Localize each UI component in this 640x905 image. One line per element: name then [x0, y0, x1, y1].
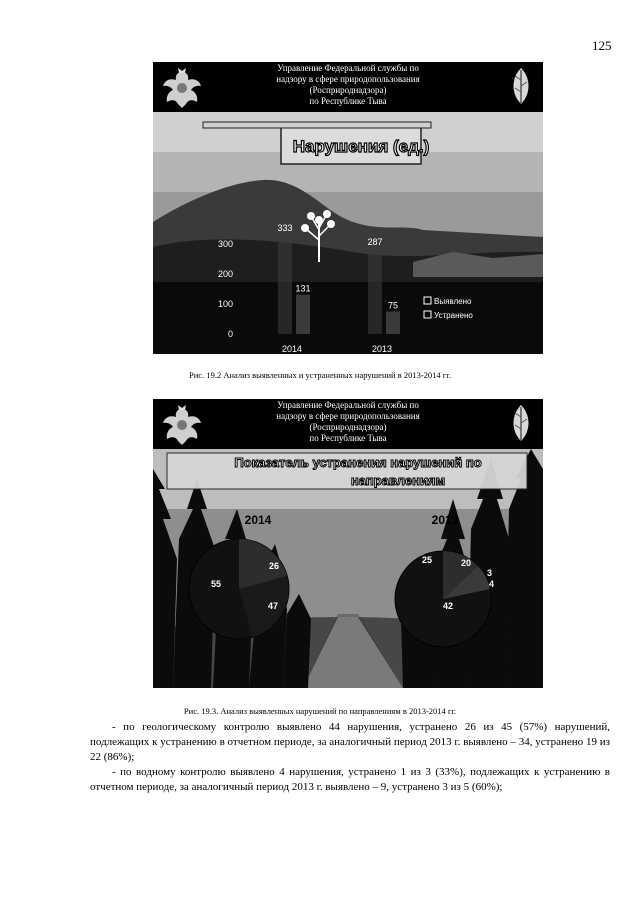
- header-line: (Росприроднадзора): [309, 422, 387, 432]
- bar: [368, 248, 382, 334]
- pie-value-label: 20: [461, 558, 472, 568]
- pie-year-2013: 2013: [431, 513, 459, 527]
- paragraph-water-control: - по водному контролю выявлено 4 нарушения, устранено 1 из 3 (33%), подлежащих к устранению в отчетном периоде, за аналогичный период 2013 г. выявлено – 9, устранено 3 из 5 (60%);: [90, 766, 610, 793]
- chart-area: [153, 112, 543, 354]
- pie-value-label: 47: [268, 601, 279, 611]
- x-tick-label: 2014: [281, 344, 303, 354]
- header-line: (Росприроднадзора): [309, 85, 387, 95]
- bar: [296, 295, 310, 334]
- pie-value-label: 3: [487, 568, 493, 578]
- header-line: надзору в сфере природопользования: [276, 74, 420, 84]
- pie-value-label: 26: [269, 561, 280, 571]
- slide-violations-by-direction: [153, 399, 543, 688]
- legend-entry: Выявлено: [434, 297, 472, 306]
- y-tick-label: 0: [227, 329, 233, 339]
- pie-value-label: 55: [211, 579, 222, 589]
- header-line: Управление Федеральной службы по: [277, 400, 419, 410]
- header-line: по Республике Тыва: [309, 96, 387, 106]
- eagle-emblem-icon: [159, 66, 205, 110]
- slide-header: [153, 62, 543, 112]
- pie-value-label: 25: [422, 555, 433, 565]
- slide-header: [153, 399, 543, 449]
- y-tick-label: 100: [217, 299, 233, 309]
- x-tick-label: 2013: [371, 344, 393, 354]
- slide-violations-chart: [153, 62, 543, 354]
- page-number: 125: [592, 38, 612, 53]
- slide-header-text: [243, 63, 453, 107]
- bar: [278, 234, 292, 334]
- pie-chart-area: [153, 449, 543, 688]
- header-line: Управление Федеральной службы по: [277, 63, 419, 73]
- pie-title-line2: направлениям: [350, 473, 446, 488]
- header-line: надзору в сфере природопользования: [276, 411, 420, 421]
- bar: [386, 312, 400, 335]
- header-line: по Республике Тыва: [309, 433, 387, 443]
- chart-title: Нарушения (ед.): [292, 137, 430, 156]
- figure-caption-19-3: Рис. 19.3. Анализ выявленных нарушений по направлениям в 2013-2014 гг.: [183, 706, 457, 716]
- eagle-emblem-icon: [159, 403, 205, 447]
- pie-value-label: 4: [489, 579, 495, 589]
- bar-value-label: 287: [367, 236, 383, 247]
- y-tick-label: 200: [217, 269, 233, 279]
- slide-header-text: [243, 400, 453, 444]
- paragraph-geological-control: - по геологическому контролю выявлено 44 нарушения, устранено 26 из 45 (57%) нарушений, подлежащих к устранению в отчетном периоде, за аналогичный период 2013 г. выявлено – 34, устранено 19 из 22 (86%);: [90, 721, 610, 763]
- y-tick-label: 300: [217, 239, 233, 249]
- bar-value-label: 131: [295, 283, 311, 294]
- pie-year-2014: 2014: [244, 513, 272, 527]
- leaf-emblem-icon: [505, 401, 537, 445]
- figure-caption-19-2: Рис. 19.2 Анализ выявленных и устраненных нарушений в 2013-2014 гг.: [189, 370, 451, 380]
- pie-value-label: 42: [443, 601, 454, 611]
- body-text: [90, 720, 610, 795]
- leaf-emblem-icon: [505, 64, 537, 108]
- pie-title-line1: Показатель устранения нарушений по: [234, 455, 482, 470]
- bar-value-label: 333: [277, 223, 293, 234]
- bar-value-label: 75: [387, 300, 399, 311]
- legend-entry: Устранено: [434, 311, 473, 320]
